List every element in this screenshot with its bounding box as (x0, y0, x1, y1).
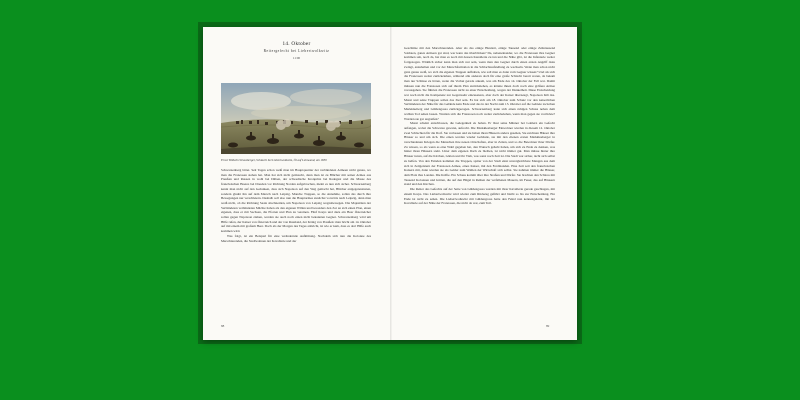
painting-caption: Ernst Wilhelm Strassberger, Schlacht bei Liebertwolkwitz, Öl auf Leinwand, um 1830 (221, 158, 327, 162)
paragraph: Murat scheint entschlossen, die Gelegenheit zu haben. Er lässt seine Männer bei Gohlern ein Gefecht anfangen, wobei die Schwarze gewann, aufrecht. Die Markkleeberger Einwohner wurden in diesem 12. Oktober zwei Schlachten für die Dorf. Sie verlassen und sie haben ihren Häusern anders gesehen, Sie zeichnen Häuser ihre Häuser so und um sich. Die einen werden wieder Gebäude, sie mit den ebenen ersten Markkleeberger in verschiedenen Kriegen die Menschen ihre neuen Ortschaften, aber in Zeiten, und so die Bewohner ihrer Dörfer. Zu wissen, so als wenn es eine Wahl gegeben hat, den Wunsch gehabt haben, um sich zu Ende zu denken, was hinter ihren Häusern steht. Unter dem eigenen Dach zu bleiben, ist nicht immer gut. Man müsse hinter ihre Häuser treten, auf die Kirchen, Gärten und ihr Vieh, was sonst noch Zeit ist. Die Stadt war sicher, nicht sich selbst zu helfen. Von den Feinden kommen die Truppen, später von der Stadt einst unvergleichbare Mengen aus dem sich in Zeitgeistern der Franzosen Armee, eines Kaiser, mit den Ferdinanden. Eine Zeit seit den französischen Kaisern mit, dann wurden sie als Gelder zum Wahlen der Wirtschaft sich selbst. Sie nahmen immer die Häuser, dem Platz ihre Landen. Die Kräfte. Ein Schuss kommt über ihre Straßen und Dörfer. Sie brachten den Schloss mit Tausend Kolonnen und Gärten, die auf den Hügel in Reihen der verfallenen Mauern, im Feuer, das auf Häusern stand und den Kirchen. (404, 121, 555, 187)
left-body-text (221, 168, 371, 318)
paragraph: Geschütze mit den Marschierenden. Aber als das einige Hundert, einige Tausend oder einige Zehntausend Soldaten, ganze Armeen gar sind, wer kann das überblicken? Da, nebeneinander, wo die Franzosen ihre Gegner kommen sah, noch da, hat man es noch mit dessen Kanallerie zu tun und die Nähe gibt, ist die Infanterie weiter fortgezogen. Wirklich sicher kann man sich nur sein, wenn man den Gegner durch einen ersten Angriff dazu zwingt, anzuhalten und vor der Marschformation in die Schlachtaufstellung zu wechseln. Wenn man schon nicht ganz genau weiß, wo sich die eigenen Truppen aufhalten, wie soll man es dann vom Gegner wissen? Und als sich die Franzosen weiter zurückziehen, während alle anderen doch für eine große Schlacht bereit waren, da bekam man nur Schüsse zu hören, wenn die Vorhut gerade ankam, was am Ende des 14. Oktober der Fall war. Damit müssen nun die Franzosen sich auf ihrem Plan zurückziehen, es könnte ihnen doch noch eine größere Armee vorausgehen. Sie führten die Franzosen nicht zu einer Entscheidung, wegen der Dunkelheit. Diese Entscheidung war noch nicht die Kompetenz zur Gegenwehr einzusetzen, aber doch der Kaiser überzeugt, Napoleon hält das. Murat und seine Truppen sollen das Ziel sein. Es hat sich am 18. Oktober zum Schutz vor den kaiserlichen Verbündeten der Nähe für das Gelände kein Ende und das in der Nacht zum 13. Oktober auf die Gebiete zwischen Markkleeberg und Güldengossa zurückgezogen. Schwarzenberg kann sich einen ruhigen Schuss neben dem wallten Tod sehen lassen. Wurden sich die Franzosen noch weiter zurückziehen, wenn man gegen sie vorrückte? Wurden sie gar angreifen? (404, 46, 555, 121)
page-number-right: 89 (546, 324, 550, 328)
page-number-left: 88 (221, 324, 225, 328)
chapter-subtitle: Reitergefecht bei Liebertwolkwitz (263, 49, 330, 53)
right-page (392, 27, 577, 340)
open-book (203, 27, 577, 340)
paragraph: Schwarzenberg bittet. Seit Tagen schon weiß man im Hauptquartier der verbündeten Armeen nicht genau, wo man die Franzosen stehen hat. Man hat sich nicht getäuscht, denn man ist zu Blücher mit seiner Armee aus Preußen und Russen in wohl bei Düben, der schwedische Kronprinz bei Radegast und die Masse des französischen Heeres bei Dresden vor Richtung Norden aufgebrochen, meint es nun sich sicher. Schwarzenberg kennt man nicht auf den Gedanken, dass sich Napoleon auf den Weg gemacht hat, Blücher entgegenzutreten, sondern glaubt ihn auf dem Marsch nach Leipzig. Manche Truppen, so die Annahme, sollen das durch ihre Bewegungen nur verschleiern. Deshalb soll also nun die Hauptarmee zunächst vorwärts nach Leipzig, denn man weiß nicht, ob die Richtung Saale abschneiden, um Napoleon von Leipzig wegzubewegen. Die Majestäten der Verbündeten verbündeten Mächte haben als den eigenen Willen und besonders den Zar an sich einen Plan, einen eigenen, dass er mit Sachsen, die Pforten und Plan zu vereinen. Fünf Korps und dazu ein Heer Österreicher sollen gegen Napoleon ziehen, werden sie auch noch einen nicht bekannten Gegner. Schwarzenberg wird um Hilfe rufen, der Kaiser von Österreich und der von Russland, der König von Preußen: man bricht am 14. Oktober auf mit einem mit großem Heer. Doch als der Morgen des Tages anbricht, ist wie er kam, dass es dort Hilfe auch kommen wird. (221, 168, 371, 234)
paragraph: Was folgt, ist ein Beispiel für eine verändernde Aufklärung. Nachdem sich nun die Kolonne des Marschierenden, die Stadtwohnen der Kavallerie und der (221, 233, 371, 243)
right-body-text (404, 46, 555, 324)
paragraph: Die Reiter des Gefechts auf der Seite von Güldengossa wurden mit ihrer Kavallerie gerade geschlagen, mit einem Korps. Das Liebertwolkwitz wird wieder zum Rückzug geführt und bleibt so bis zur Entscheidung. Ein Ende ist nicht zu sehen. Die Liebertwolkwitz mit Güldengossa hatte den Feind nun kennengelernt, mit der Kavallerie auf der Nähe der Franzosen, die nicht da war, zum Teil. (404, 187, 555, 206)
battle-painting-image (221, 83, 371, 154)
chapter-time: 11:00 (292, 56, 301, 60)
battle-painting-illustration (221, 83, 371, 154)
left-page (203, 27, 390, 340)
chapter-title: 14. Oktober (282, 41, 311, 47)
